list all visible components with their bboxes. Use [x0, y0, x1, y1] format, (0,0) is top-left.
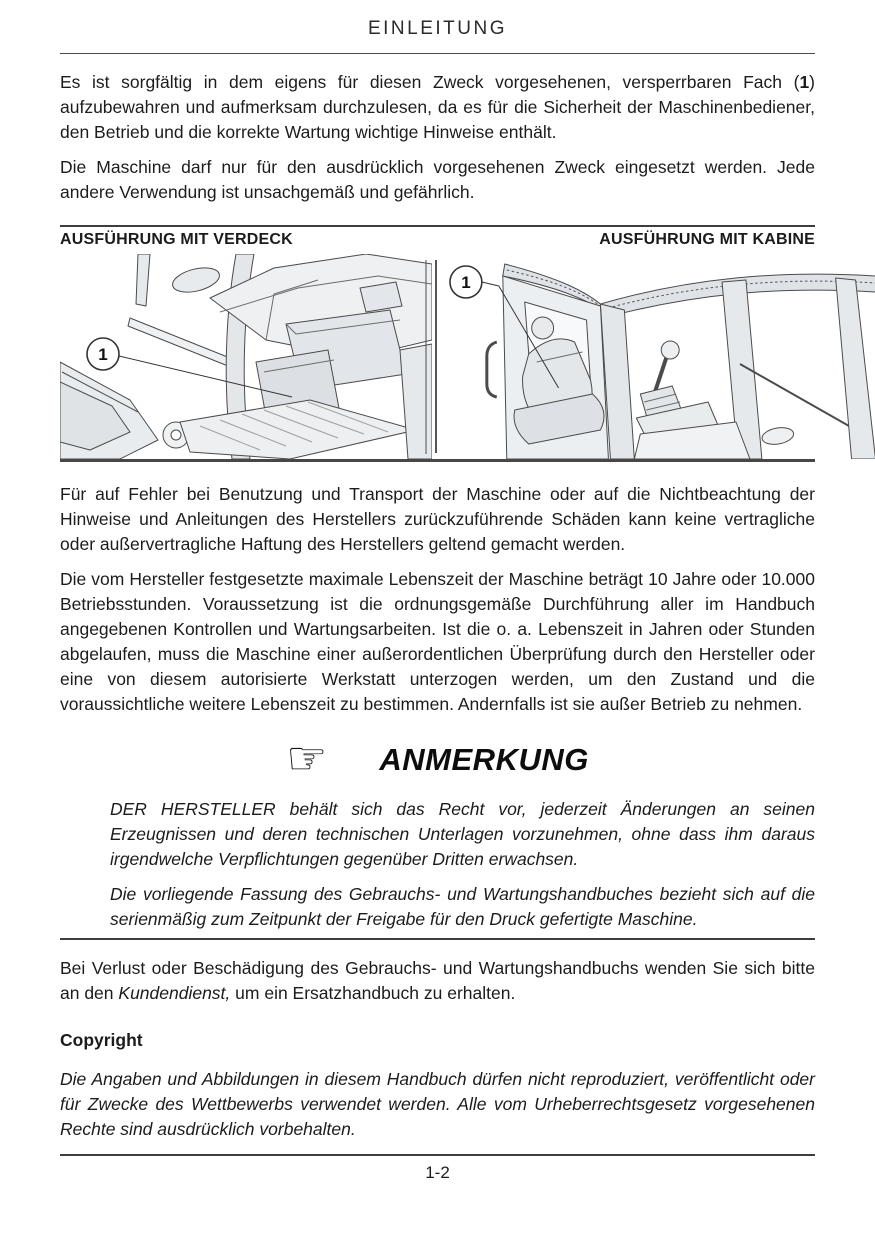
figures-top-rule [60, 225, 815, 227]
note-header [60, 730, 815, 785]
replacement-text-pre: Bei Verlust oder Beschädigung des Gebrauchs- und Wartungshandbuchs wenden Sie sich bitte an den [60, 957, 815, 1003]
figure-verdeck-illustration [60, 254, 432, 459]
compartment-ref-number: 1 [799, 72, 810, 92]
callout-1-right-label: 1 [460, 272, 471, 293]
figures-row [60, 254, 875, 459]
intro-paragraph-1-rest: ) aufzubewahren und aufmerksam durchzulesen, da es für die Sicherheit der Maschinenbediener, den Betrieb und die korrekte Wartung wichtige Hinweise enthält. [60, 72, 815, 142]
replacement-paragraph [60, 956, 815, 1006]
page-title: EINLEITUNG [367, 18, 508, 39]
customer-service-term: Kundendienst, [118, 982, 231, 1003]
figure-captions-row [60, 230, 815, 252]
pointing-hand-icon: ☞ [286, 730, 328, 785]
intro-paragraph-1 [60, 70, 815, 145]
figure-caption-kabine: AUSFÜHRUNG MIT KABINE [599, 231, 815, 248]
figure-kabine-illustration [441, 254, 875, 459]
copyright-paragraph: Die Angaben und Abbildungen in diesem Handbuch dürfen nicht reproduziert, veröffentlicht oder für Zwecke des Wettbewerbs verwendet werden. Alle vom Urheberrechtsgesetz vorgesehenen Rechte sind ausdrücklich vorbehalten. [60, 1068, 815, 1139]
note-heading: ANMERKUNG [379, 741, 589, 777]
callout-1-right [449, 266, 481, 298]
figure-caption-verdeck: AUSFÜHRUNG MIT VERDECK [60, 231, 293, 248]
page-number: 1-2 [425, 1162, 450, 1182]
copyright-heading: Copyright [60, 1029, 143, 1050]
intro-paragraph-2: Die Maschine darf nur für den ausdrücklich vorgesehenen Zweck eingesetzt werden. Jede andere Verwendung ist unsachgemäß und gefährlich. [60, 157, 815, 202]
liability-paragraph-1: Für auf Fehler bei Benutzung und Transport der Maschine oder auf die Nichtbeachtung der Hinweise und Anleitungen des Herstellers zurückzuführende Schäden kann keine vertragliche oder außervertragliche Haftung des Herstellers geltend gemacht werden. [60, 483, 815, 554]
intro-paragraph-1-text: Es ist sorgfältig in dem eigens für diesen Zweck vorgesehenen, versperrbaren Fach ( [60, 72, 800, 92]
note-bottom-rule [60, 938, 815, 940]
note-paragraph-2: Die vorliegende Fassung des Gebrauchs- und Wartungshandbuches bezieht sich auf die serienmäßig zum Zeitpunkt der Freigabe für den Druck gefertigte Maschine. [110, 883, 815, 929]
figures-bottom-rule [60, 459, 815, 462]
liability-paragraph-2: Die vom Hersteller festgesetzte maximale Lebenszeit der Maschine beträgt 10 Jahre oder 10.000 Betriebsstunden. Voraussetzung ist die ordnungsgemäße Durchführung aller im Handbuch angegebenen Kontrollen und Wartungsarbeiten. Ist die o. a. Lebenszeit in Jahren oder Stunden abgelaufen, muss die Maschine einer außerordentlichen Überprüfung durch den Hersteller oder eine von diesem autorisierte Werkstatt unterzogen werden, um den Zustand und die voraussichtliche weitere Lebenszeit zu bestimmen. Andernfalls ist sie außer Betrieb zu nehmen. [60, 568, 815, 714]
header-rule [60, 53, 815, 54]
callout-1-left-label: 1 [98, 345, 108, 364]
replacement-text-post: um ein Ersatzhandbuch zu erhalten. [230, 982, 516, 1003]
figure-divider [435, 260, 437, 453]
note-paragraph-1: DER HERSTELLER behält sich das Recht vor, jederzeit Änderungen an seinen Erzeugnissen und deren technischen Unterlagen vorzunehmen, ohne dass ihm daraus irgendwelche Verpflichtungen gegenüber Dritten erwachsen. [110, 798, 815, 869]
footer-rule [60, 1154, 815, 1156]
callout-1-left [87, 338, 119, 370]
